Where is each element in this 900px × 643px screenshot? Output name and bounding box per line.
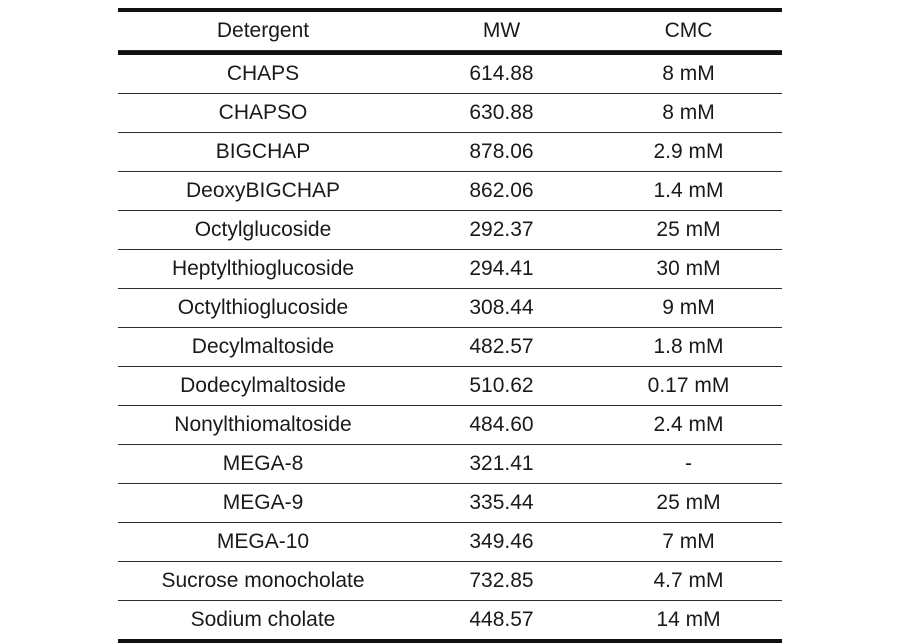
- cell-cmc: 1.4 mM: [595, 171, 782, 210]
- cell-cmc: 4.7 mM: [595, 561, 782, 600]
- table-header: [118, 12, 782, 51]
- table-bottom-rule: [118, 639, 782, 643]
- cell-mw: 294.41: [408, 249, 595, 288]
- cell-cmc: 0.17 mM: [595, 366, 782, 405]
- cell-mw: 292.37: [408, 210, 595, 249]
- table-row: [118, 444, 782, 483]
- cell-detergent: DeoxyBIGCHAP: [118, 171, 408, 210]
- column-header-detergent: Detergent: [118, 12, 408, 51]
- column-header-cmc: CMC: [595, 12, 782, 51]
- cell-mw: 614.88: [408, 55, 595, 94]
- table-row: [118, 366, 782, 405]
- cell-detergent: Octylglucoside: [118, 210, 408, 249]
- cell-cmc: 8 mM: [595, 93, 782, 132]
- cell-detergent: MEGA-10: [118, 522, 408, 561]
- cell-mw: 630.88: [408, 93, 595, 132]
- table-row: [118, 171, 782, 210]
- cell-mw: 448.57: [469, 608, 534, 631]
- table-row: [118, 132, 782, 171]
- cell-detergent: Octylthioglucoside: [118, 288, 408, 327]
- cell-cmc: 25 mM: [595, 483, 782, 522]
- table-row: [118, 55, 782, 94]
- table-row: [118, 405, 782, 444]
- table-row: [118, 210, 782, 249]
- column-header-mw: MW: [408, 12, 595, 51]
- cell-detergent: Nonylthiomaltoside: [118, 405, 408, 444]
- detergent-table-container: [118, 8, 782, 643]
- cell-mw: 321.41: [408, 444, 595, 483]
- table-row: [118, 93, 782, 132]
- cell-mw: 349.46: [408, 522, 595, 561]
- cell-detergent: Heptylthioglucoside: [118, 249, 408, 288]
- cell-mw: 484.60: [408, 405, 595, 444]
- table-row: [118, 522, 782, 561]
- cell-mw: 510.62: [408, 366, 595, 405]
- cell-cmc: 2.4 mM: [595, 405, 782, 444]
- cell-detergent: Decylmaltoside: [118, 327, 408, 366]
- cell-cmc: 14 mM: [656, 608, 721, 631]
- cell-mw: 335.44: [408, 483, 595, 522]
- cell-cmc: 7 mM: [595, 522, 782, 561]
- cell-detergent: BIGCHAP: [118, 132, 408, 171]
- table-row: [118, 561, 782, 600]
- cell-detergent: MEGA-9: [118, 483, 408, 522]
- table-header-row: [118, 12, 782, 51]
- cell-cmc: 8 mM: [595, 55, 782, 94]
- cell-cmc: 9 mM: [595, 288, 782, 327]
- cell-detergent: Dodecylmaltoside: [118, 366, 408, 405]
- cell-cmc: 2.9 mM: [595, 132, 782, 171]
- cell-detergent: Sodium cholate: [190, 608, 336, 631]
- cell-mw: 482.57: [408, 327, 595, 366]
- cell-mw: 862.06: [408, 171, 595, 210]
- table-row: [118, 327, 782, 366]
- cell-mw: 308.44: [408, 288, 595, 327]
- cell-cmc: 1.8 mM: [595, 327, 782, 366]
- detergent-table-body: [118, 55, 782, 639]
- cell-cmc: 25 mM: [595, 210, 782, 249]
- table-row: [118, 600, 782, 639]
- cell-detergent: CHAPS: [118, 55, 408, 94]
- table-row: [118, 249, 782, 288]
- detergent-table: [118, 12, 782, 51]
- cell-detergent: CHAPSO: [118, 93, 408, 132]
- table-row: [118, 288, 782, 327]
- cell-mw: 732.85: [408, 561, 595, 600]
- table-row: [118, 483, 782, 522]
- cell-detergent: MEGA-8: [118, 444, 408, 483]
- table-body: [118, 55, 782, 639]
- cell-mw: 878.06: [408, 132, 595, 171]
- cell-cmc: 30 mM: [595, 249, 782, 288]
- cell-detergent: Sucrose monocholate: [118, 561, 408, 600]
- cell-cmc: -: [595, 444, 782, 483]
